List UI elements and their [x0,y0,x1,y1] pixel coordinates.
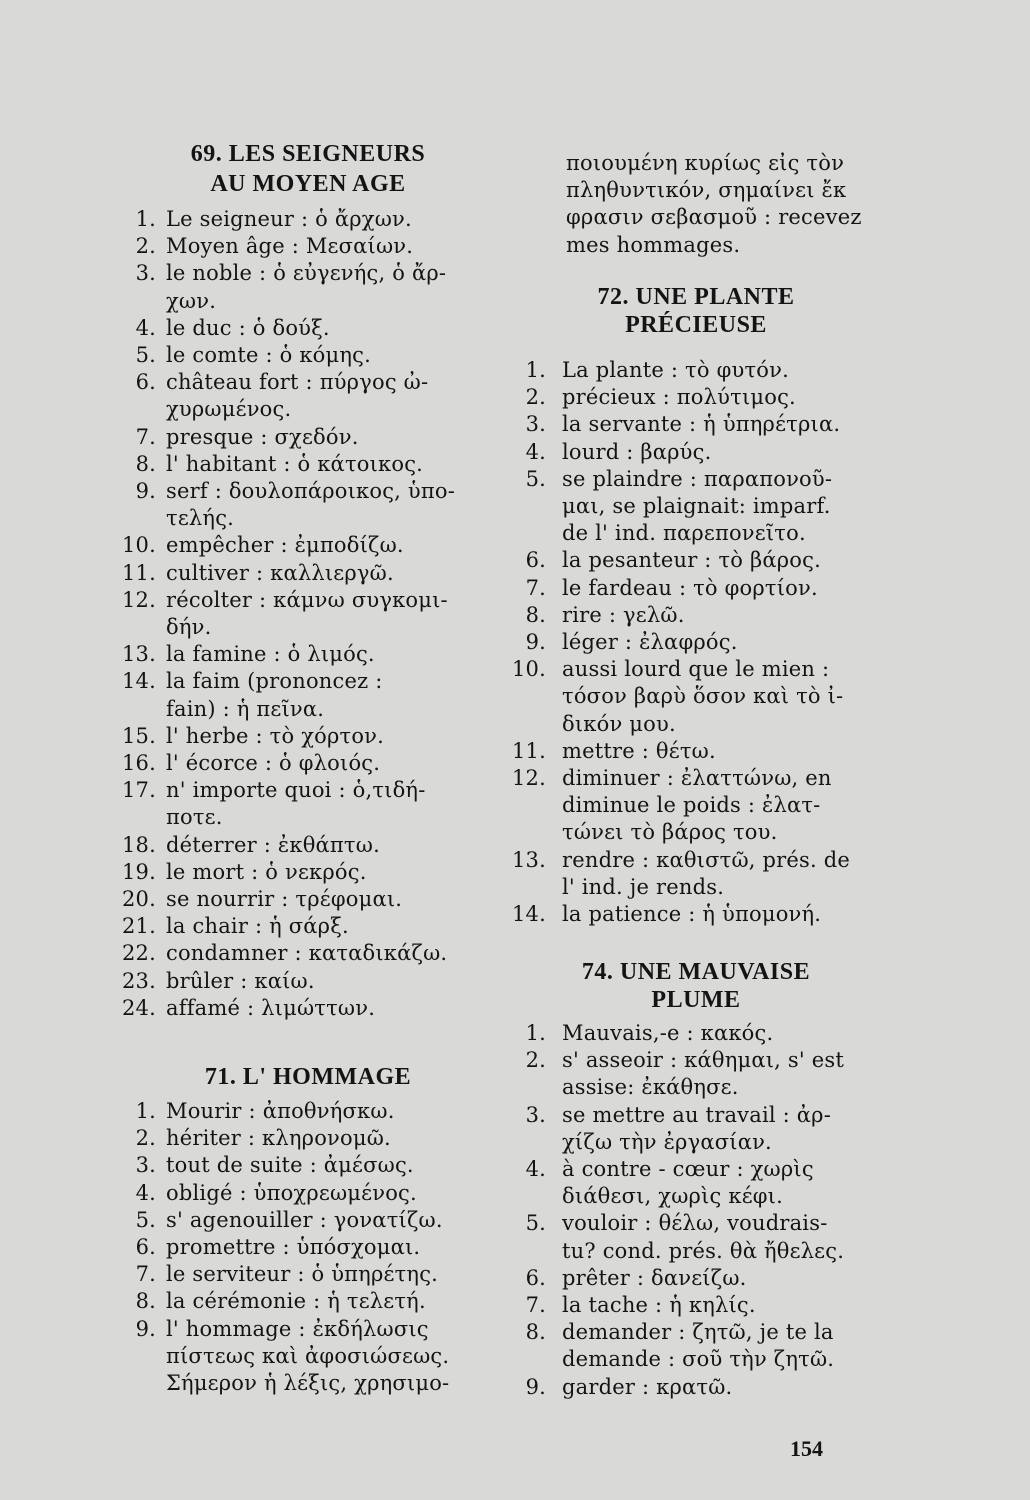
item-number: 8. [135,1289,156,1314]
item-text: de l' ind. παρεπονεῖτο. [562,521,806,546]
item-number: 12. [122,587,156,612]
item-number: 11. [512,738,546,763]
item-number: 7. [135,1262,156,1287]
item-text: la cérémonie : ἡ τελετή. [166,1289,426,1314]
continuation-text: ποιουμένη κυρίως εἰς τὸν [566,151,845,175]
item-text: τελής. [166,506,235,531]
item-number: 16. [122,751,156,775]
item-text: Moyen âge : Μεσαίων. [166,234,414,259]
continuation-text: mes hommages. [566,232,741,257]
item-text: le comte : ὁ κόμης. [166,343,371,367]
item-text: δήν. [166,614,212,639]
item-number: 4. [525,439,546,464]
item-text: l' hommage : ἐκδήλωσις [166,1316,429,1341]
item-text: se plaindre : παραπονοῦ- [562,466,833,491]
item-text: hériter : κληρονομῶ. [166,1126,391,1151]
item-number: 1. [525,1021,546,1045]
item-text: τώνει τὸ βάρος του. [562,820,778,845]
item-text: tu? cond. prés. θὰ ἤθελες. [562,1238,845,1263]
item-number: 15. [122,723,156,748]
item-text: tout de suite : ἀμέσως. [166,1153,414,1178]
item-number: 2. [135,234,156,259]
item-number: 24. [122,995,156,1020]
item-number: 13. [122,642,156,667]
item-text: le noble : ὁ εὐγενής, ὁ ἄρ- [166,261,447,286]
item-number: 6. [135,1235,156,1259]
continuation-text: πληθυντικόν, σημαίνει ἔκ [566,178,847,203]
item-number: 20. [122,887,156,911]
item-text: μαι, se plaignait: imparf. [562,493,831,518]
item-text: à contre - cœur : χωρὶς [562,1157,814,1181]
item-text: garder : κρατῶ. [562,1374,733,1399]
item-number: 8. [525,1320,546,1345]
item-text: le serviteur : ὁ ὑπηρέτης. [166,1262,439,1287]
item-number: 5. [525,1211,546,1236]
item-text: cultiver : καλλιεργῶ. [166,560,394,585]
item-text: s' agenouiller : γονατίζω. [166,1207,443,1232]
continuation-text: φρασιν σεβασμοῦ : recevez [566,205,862,230]
item-text: l' herbe : τὸ χόρτον. [166,723,385,748]
item-text: aussi lourd que le mien : [562,657,830,682]
item-number: 2. [525,385,546,410]
item-text: rendre : καθιστῶ, prés. de [562,847,851,872]
item-text: la pesanteur : τὸ βάρος. [562,548,821,573]
item-text: τόσον βαρὺ ὅσον καὶ τὸ ἰ- [562,684,844,709]
item-text: Mourir : ἀποθνήσκω. [166,1099,395,1123]
item-number: 5. [135,343,156,367]
item-text: ποτε. [166,805,223,830]
item-text: la tache : ἡ κηλίς. [562,1293,756,1317]
item-text: brûler : καίω. [166,968,315,993]
item-number: 6. [525,1265,546,1290]
item-text: château fort : πύργος ὠ- [166,370,429,395]
item-number: 5. [135,1207,156,1232]
item-text: Mauvais,-e : κακός. [562,1021,774,1045]
item-text: διάθεσι, χωρὶς κέφι. [562,1184,783,1209]
item-text: condamner : καταδικάζω. [166,941,448,966]
page-number: 154 [790,1436,823,1461]
item-number: 5. [525,466,546,491]
item-number: 4. [135,1180,156,1205]
item-number: 8. [525,602,546,627]
item-text: affamé : λιμώττων. [166,995,376,1020]
item-text: déterrer : ἐκθάπτω. [166,832,380,857]
item-number: 14. [512,902,546,926]
section-72-title: 72. UNE PLANTE [597,284,795,310]
item-number: 9. [135,1316,156,1341]
item-number: 13. [512,847,546,872]
item-text: l' écorce : ὁ φλοιός. [166,751,381,775]
item-number: 7. [525,1293,546,1317]
item-number: 7. [525,575,546,600]
item-number: 21. [122,914,156,939]
section-74-title: PLUME [651,987,741,1013]
item-number: 10. [122,533,156,558]
item-number: 6. [525,548,546,573]
item-text: fain) : ἡ πεῖνα. [166,696,325,721]
item-text: prêter : δανείζω. [562,1265,747,1290]
item-text: obligé : ὑποχρεωμένος. [166,1180,417,1205]
item-text: se mettre au travail : ἀρ- [562,1102,832,1127]
item-text: vouloir : θέλω, voudrais- [562,1211,828,1236]
item-number: 22. [122,941,156,966]
item-number: 9. [525,1374,546,1399]
item-number: 17. [122,778,156,803]
item-text: la patience : ἡ ὑπομονή. [562,902,822,926]
item-text: demande : σοῦ τὴν ζητῶ. [562,1347,835,1372]
item-text: l' habitant : ὁ κάτοικος. [166,451,424,476]
item-text: χίζω τὴν ἐργασίαν. [562,1129,772,1154]
item-text: n' importe quoi : ὁ,τιδή- [166,778,426,803]
item-number: 8. [135,451,156,476]
item-text: se nourrir : τρέφομαι. [166,887,403,911]
section-74-title: 74. UNE MAUVAISE [581,959,811,985]
item-text: empêcher : ἐμποδίζω. [166,533,404,558]
item-number: 10. [512,657,546,682]
item-number: 4. [525,1157,546,1181]
section-72-title: PRÉCIEUSE [625,312,767,338]
item-text: précieux : πολύτιμος. [562,385,796,410]
item-text: δικόν μου. [562,711,676,736]
item-text: serf : δουλοπάροικος, ὑπο- [166,479,456,503]
item-text: promettre : ὑπόσχομαι. [166,1235,421,1259]
item-text: rire : γελῶ. [562,602,685,627]
item-number: 14. [122,669,156,694]
item-number: 7. [135,424,156,449]
item-text: Le seigneur : ὁ ἄρχων. [166,207,412,231]
item-text: l' ind. je rends. [562,874,725,899]
item-number: 3. [135,261,156,286]
item-text: le mort : ὁ νεκρός. [166,859,367,884]
item-number: 1. [525,358,546,382]
section-71-title: 71. L' HOMMAGE [204,1064,412,1090]
item-number: 12. [512,766,546,790]
item-number: 3. [135,1153,156,1178]
item-number: 2. [135,1126,156,1151]
item-text: le duc : ὁ δούξ. [166,315,330,340]
item-text: assise: ἐκάθησε. [562,1075,739,1100]
section-69-title: 69. LES SEIGNEURS [190,141,426,167]
item-number: 1. [135,1099,156,1123]
item-number: 23. [122,968,156,993]
item-text: le fardeau : τὸ φορτίον. [562,575,818,600]
item-number: 6. [135,370,156,395]
item-text: πίστεως καὶ ἀφοσιώσεως. [166,1343,450,1368]
item-number: 3. [525,1102,546,1127]
item-text: Σήμερον ἡ λέξις, χρησιμο- [166,1370,450,1395]
item-text: La plante : τὸ φυτόν. [562,358,789,382]
section-69-title: AU MOYEN AGE [210,171,406,197]
item-number: 19. [122,859,156,884]
item-text: diminue le poids : ἐλατ- [562,793,821,818]
item-text: χων. [166,288,217,313]
item-text: la chair : ἡ σάρξ. [166,914,349,939]
item-number: 11. [122,560,156,585]
item-text: diminuer : ἐλαττώνω, en [562,766,832,790]
item-text: léger : ἐλαφρός. [562,630,738,654]
item-text: presque : σχεδόν. [166,424,359,449]
item-text: demander : ζητῶ, je te la [562,1320,834,1345]
item-text: χυρωμένος. [166,397,292,422]
item-text: lourd : βαρύς. [562,439,712,464]
item-number: 1. [135,207,156,231]
item-number: 9. [135,479,156,503]
item-text: récolter : κάμνω συγκομι- [166,587,448,612]
item-number: 4. [135,315,156,340]
item-number: 18. [122,832,156,857]
item-text: la famine : ὁ λιμός. [166,642,375,667]
item-text: mettre : θέτω. [562,738,716,763]
item-number: 3. [525,412,546,437]
item-text: s' asseoir : κάθημαι, s' est [562,1048,844,1073]
item-text: la servante : ἡ ὑπηρέτρια. [562,412,841,437]
item-text: la faim (prononcez : [166,669,383,694]
item-number: 9. [525,630,546,654]
item-number: 2. [525,1048,546,1073]
